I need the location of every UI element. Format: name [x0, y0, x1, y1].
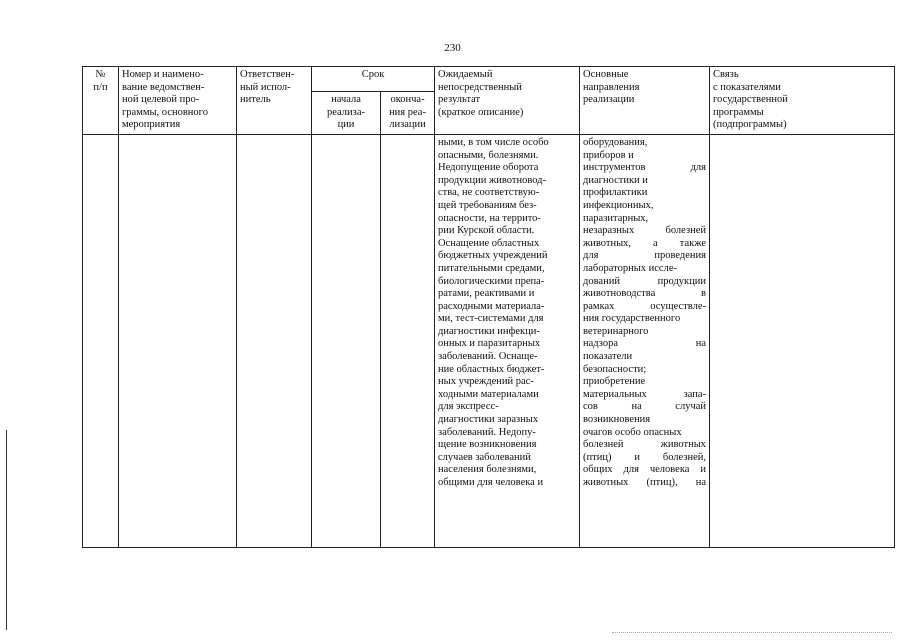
header-term-end: оконча- ния реа- лизации	[381, 92, 435, 135]
text-line: населения болезнями,	[438, 464, 537, 476]
text-line: дований продукции	[583, 275, 707, 287]
text-line: Оснащение областных	[438, 237, 540, 249]
cell-expected-result	[435, 134, 580, 547]
text-line: для проведения	[583, 250, 707, 262]
text-line: сов на случай	[583, 401, 707, 413]
text-line: безопасности;	[583, 363, 647, 375]
text-line: профилактики	[583, 187, 648, 199]
text-line: (птиц) и болезней,	[583, 451, 707, 463]
text-line: материальных запа-	[583, 388, 707, 400]
text-line: ных учреждений рас-	[438, 376, 534, 388]
cell-responsible	[237, 134, 312, 547]
header-num: № п/п	[83, 67, 119, 135]
text-line: возникновения	[583, 414, 651, 426]
text-line: диагностики инфекци-	[438, 325, 540, 337]
header-indicator-link: Связь с показателями государственной программы (подпрограммы)	[710, 67, 895, 135]
text-line: рии Курской области.	[438, 225, 535, 237]
text-line: опасными, болезнями.	[438, 149, 539, 161]
cell-term-start	[312, 134, 381, 547]
text-line: ства, не соответствую-	[438, 187, 540, 199]
page-number: 230	[444, 42, 461, 54]
cell-directions	[580, 134, 710, 547]
margin-rule	[6, 430, 7, 630]
text-line: щение возникновения	[438, 439, 537, 451]
header-expected-result: Ожидаемый непосредственный результат (краткое описание)	[435, 67, 580, 135]
cell-num	[83, 134, 119, 547]
header-term: Срок	[312, 67, 435, 92]
text-line: общих для человека и	[583, 464, 707, 476]
text-line: надзора на	[583, 338, 707, 350]
text-line: ными, в том числе особо	[438, 136, 549, 148]
header-responsible: Ответствен- ный испол- нитель	[237, 67, 312, 135]
text-line: лабораторных иссле-	[583, 262, 677, 274]
text-line: оборудования,	[583, 136, 648, 148]
text-line: заболеваний. Недопу-	[438, 426, 536, 438]
text-line: приборов и	[583, 149, 634, 161]
cell-term-end	[381, 134, 435, 547]
text-line: для экспресс-	[438, 401, 499, 413]
text-line: Недопущение оборота	[438, 162, 539, 174]
text-line: болезней животных	[583, 439, 707, 451]
text-line: биологическими препа-	[438, 275, 545, 287]
text-line: показатели	[583, 351, 633, 363]
text-line: онных и паразитарных	[438, 338, 541, 350]
text-line: опасности, на террито-	[438, 212, 541, 224]
text-line: ходными материалами	[438, 388, 539, 400]
text-line: случаев заболеваний	[438, 451, 531, 463]
cell-indicator-link	[710, 134, 895, 547]
text-line: приобретение	[583, 376, 646, 388]
header-directions: Основные направления реализации	[580, 67, 710, 135]
text-line: щей требованиям без-	[438, 199, 537, 211]
text-line: диагностики заразных	[438, 414, 539, 426]
text-line: животноводства в	[583, 288, 707, 300]
text-line: расходными материала-	[438, 300, 545, 312]
text-line: ратами, реактивами и	[438, 288, 535, 300]
text-line: очагов особо опасных	[583, 426, 682, 438]
text-line: инфекционных,	[583, 199, 654, 211]
text-line: паразитарных,	[583, 212, 649, 224]
text-line: бюджетных учреждений	[438, 250, 548, 262]
text-line: незаразных болезней	[583, 225, 707, 237]
text-line: ми, тест-системами для	[438, 313, 544, 325]
header-program: Номер и наимено- вание ведомствен- ной целевой про- граммы, основного мероприятия	[119, 67, 237, 135]
text-line: ния государственного	[583, 313, 681, 325]
text-line: диагностики и	[583, 174, 648, 186]
text-line: животных, а также	[583, 237, 707, 249]
program-table	[82, 66, 895, 548]
text-line: ветеринарного	[583, 325, 649, 337]
text-line: инструментов для	[583, 162, 707, 174]
text-line: общими для человека и	[438, 477, 544, 488]
text-line: рамках осуществле-	[583, 300, 707, 312]
text-line: питательными средами,	[438, 262, 545, 274]
header-term-start: начала реализа- ции	[312, 92, 381, 135]
text-line: ние областных бюджет-	[438, 363, 545, 375]
scan-artifact-line	[612, 632, 892, 633]
text-line: продукции животновод-	[438, 174, 547, 186]
text-line: животных (птиц), на	[583, 477, 707, 488]
table-row	[83, 134, 895, 547]
cell-program	[119, 134, 237, 547]
text-line: заболеваний. Оснаще-	[438, 351, 538, 363]
